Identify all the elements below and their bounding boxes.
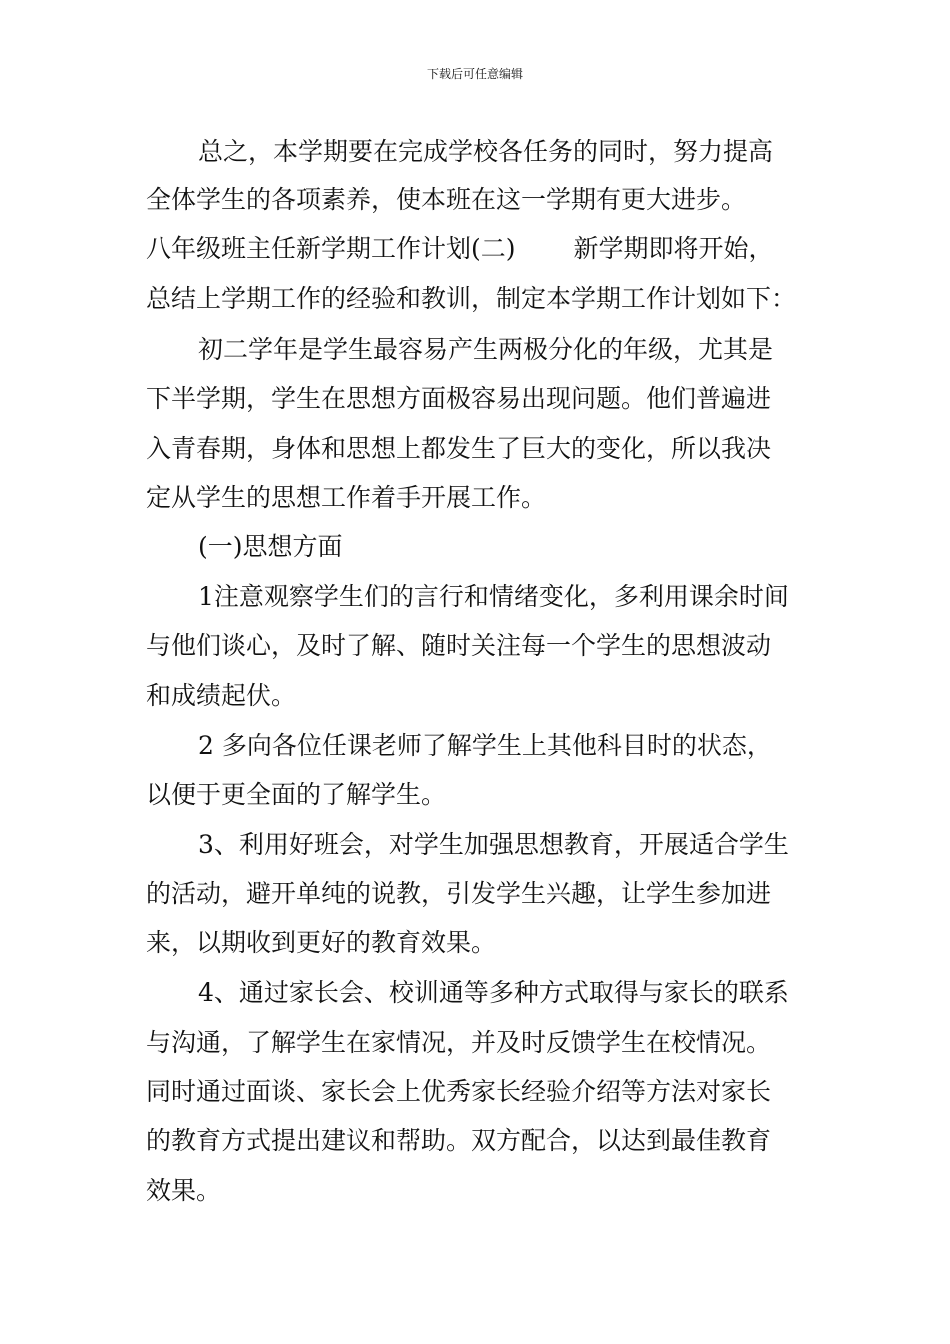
paragraph-line: 和成绩起伏。: [146, 681, 297, 710]
paragraph-line: 同时通过面谈、家长会上优秀家长经验介绍等方法对家长: [146, 1077, 772, 1106]
section-title: 八年级班主任新学期工作计划(二): [146, 234, 516, 263]
paragraph-line: 效果。: [146, 1176, 222, 1205]
paragraph-line: 入青春期，身体和思想上都发生了巨大的变化，所以我决: [146, 434, 772, 463]
paragraph-line: 下半学期，学生在思想方面极容易出现问题。他们普遍进: [146, 384, 772, 413]
section-title-line: [146, 233, 808, 265]
paragraph-line: 全体学生的各项素养，使本班在这一学期有更大进步。: [146, 185, 747, 214]
page-header: 下载后可任意编辑: [426, 67, 523, 81]
paragraph-line: 3、利用好班会，对学生加强思想教育，开展适合学生: [198, 830, 789, 859]
paragraph-line: 4、通过家长会、校训通等多种方式取得与家长的联系: [198, 978, 789, 1007]
paragraph-line: 与他们谈心，及时了解、随时关注每一个学生的思想波动: [146, 631, 772, 660]
paragraph-line: 初二学年是学生最容易产生两极分化的年级，尤其是: [198, 335, 774, 364]
paragraph-line: 的活动，避开单纯的说教，引发学生兴趣，让学生参加进: [146, 879, 772, 908]
paragraph-line: 总之，本学期要在完成学校各任务的同时，努力提高: [198, 137, 774, 166]
paragraph-line: 与沟通，了解学生在家情况，并及时反馈学生在校情况。: [146, 1028, 772, 1057]
paragraph-line: 来，以期收到更好的教育效果。: [146, 928, 497, 957]
paragraph-line: 的教育方式提出建议和帮助。双方配合，以达到最佳教育: [146, 1126, 772, 1155]
title-continuation: 新学期即将开始，: [573, 234, 774, 263]
paragraph-line: 以便于更全面的了解学生。: [146, 780, 447, 809]
paragraph-line: 1注意观察学生们的言行和情绪变化，多利用课余时间: [198, 582, 789, 611]
paragraph-line: 总结上学期工作的经验和教训，制定本学期工作计划如下：: [146, 284, 797, 313]
subsection-heading: (一)思想方面: [198, 532, 343, 561]
paragraph-line: 定从学生的思想工作着手开展工作。: [146, 483, 547, 512]
paragraph-line: 2 多向各位任课老师了解学生上其他科目时的状态，: [198, 731, 772, 760]
